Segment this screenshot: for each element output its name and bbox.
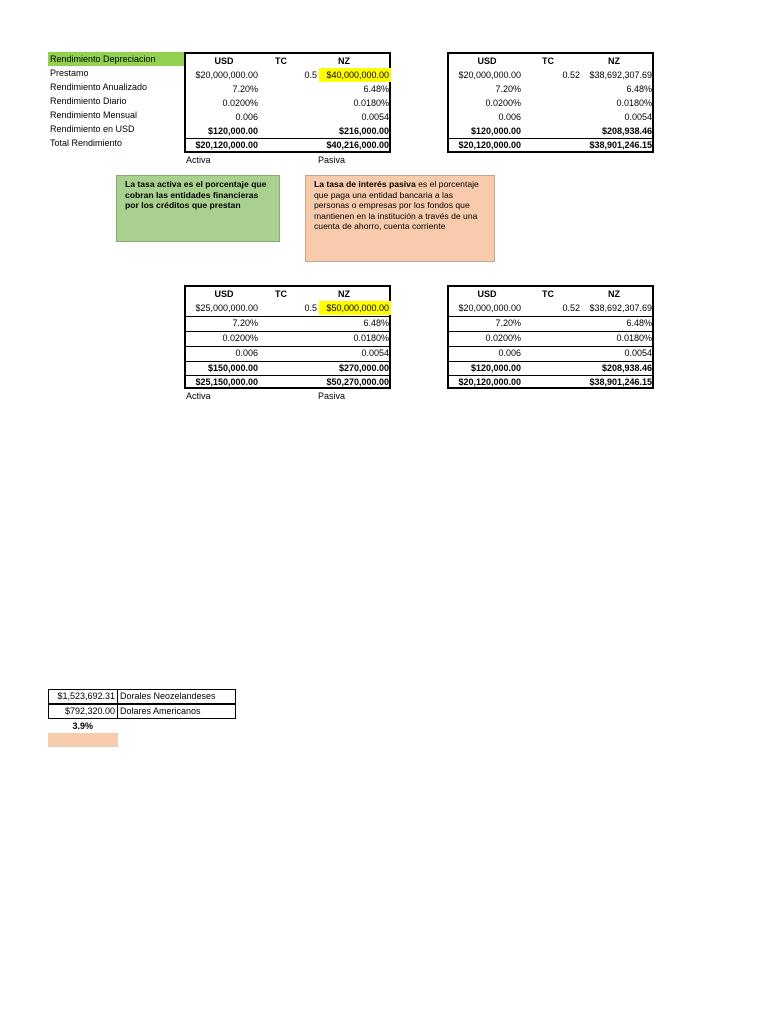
note-tasa-pasiva-heading: La tasa de interés pasiva [314, 179, 416, 189]
header-usd[interactable]: USD [214, 289, 234, 299]
cell-usd[interactable]: 0.0200% [485, 333, 521, 343]
table-row [449, 316, 652, 330]
summary-usd-label[interactable]: Dolares Americanos [117, 704, 236, 719]
table-header-row [186, 54, 389, 68]
cell-nz[interactable]: 0.0054 [624, 112, 652, 122]
table-pasiva-top [447, 52, 654, 153]
cell-usd[interactable]: 0.0200% [222, 333, 258, 343]
header-tc[interactable]: TC [275, 56, 287, 66]
header-usd[interactable]: USD [214, 56, 234, 66]
table-row [186, 124, 389, 138]
cell-usd[interactable]: $20,120,000.00 [195, 140, 258, 150]
table-row-total [186, 138, 389, 152]
cell-usd[interactable]: $25,150,000.00 [195, 377, 258, 387]
cell-tc[interactable]: 0.52 [562, 303, 580, 313]
table-row [186, 82, 389, 96]
row-label-rendimiento-usd[interactable]: Rendimiento en USD [50, 124, 135, 134]
cell-nz[interactable]: 0.0054 [361, 348, 389, 358]
table-row-total [186, 375, 389, 389]
table-header-row [449, 287, 652, 301]
table-row [449, 361, 652, 375]
row-label-prestamo[interactable]: Prestamo [50, 68, 89, 78]
table-header-row [449, 54, 652, 68]
summary-nz-label[interactable]: Dorales Neozelandeses [117, 689, 236, 704]
cell-usd[interactable]: 0.006 [498, 112, 521, 122]
cell-nz[interactable]: 6.48% [626, 318, 652, 328]
summary-percent[interactable]: 3.9% [72, 721, 93, 731]
cell-nz[interactable]: 0.0180% [353, 333, 389, 343]
cell-usd[interactable]: 0.0200% [485, 98, 521, 108]
cell-usd[interactable]: $20,000,000.00 [458, 303, 521, 313]
header-nz[interactable]: NZ [608, 56, 620, 66]
table-pasiva-bottom [447, 285, 654, 389]
header-usd[interactable]: USD [477, 289, 497, 299]
cell-usd[interactable]: 7.20% [495, 318, 521, 328]
cell-nz-highlighted[interactable]: $40,000,000.00 [319, 68, 391, 82]
caption-activa: Activa [186, 155, 211, 165]
row-label-total-rendimiento[interactable]: Total Rendimiento [50, 138, 123, 148]
summary-nz-value[interactable]: $1,523,692.31 [48, 689, 118, 704]
cell-nz[interactable]: 6.48% [363, 318, 389, 328]
table-row [186, 316, 389, 330]
header-rendimiento-depreciacion[interactable]: Rendimiento Depreciacion [48, 52, 184, 66]
table-row [186, 96, 389, 110]
cell-usd[interactable]: $120,000.00 [207, 126, 258, 136]
table-row [449, 82, 652, 96]
cell-nz[interactable]: $50,270,000.00 [326, 377, 389, 387]
cell-usd[interactable]: 0.006 [235, 112, 258, 122]
note-tasa-activa-text: La tasa activa es el porcentaje que cobran las entidades financieras por los créditos que prestan [125, 179, 267, 210]
row-label-rendimiento-diario[interactable]: Rendimiento Diario [50, 96, 127, 106]
cell-usd[interactable]: 7.20% [232, 84, 258, 94]
highlighted-cell[interactable] [48, 733, 118, 747]
cell-usd[interactable]: $25,000,000.00 [195, 303, 258, 313]
cell-nz[interactable]: $38,692,307.69 [589, 70, 652, 80]
table-row [449, 96, 652, 110]
cell-nz[interactable]: $270,000.00 [338, 363, 389, 373]
caption-pasiva: Pasiva [318, 391, 346, 401]
cell-nz[interactable]: 0.0180% [353, 98, 389, 108]
cell-nz-highlighted[interactable]: $50,000,000.00 [319, 301, 391, 315]
note-tasa-pasiva-text: es el porcentaje que paga una entidad bancaria a las personas o empresas por los fondos que mantienen en la institución a través de una cuenta de ahorro, cuenta corriente [314, 179, 479, 231]
table-row-total [449, 375, 652, 389]
table-row [449, 331, 652, 345]
header-nz[interactable]: NZ [338, 289, 350, 299]
table-row [186, 361, 389, 375]
cell-nz[interactable]: $38,901,246.15 [589, 140, 652, 150]
row-label-rendimiento-anualizado[interactable]: Rendimiento Anualizado [50, 82, 148, 92]
cell-tc[interactable]: 0.52 [562, 70, 580, 80]
cell-usd[interactable]: 7.20% [495, 84, 521, 94]
cell-tc[interactable]: 0.5 [304, 70, 317, 80]
header-tc[interactable]: TC [542, 289, 554, 299]
cell-usd[interactable]: $20,000,000.00 [458, 70, 521, 80]
cell-nz[interactable]: $38,901,246.15 [589, 377, 652, 387]
table-activa-top [184, 52, 391, 153]
header-tc[interactable]: TC [275, 289, 287, 299]
cell-nz[interactable]: $216,000.00 [338, 126, 389, 136]
table-header-row [186, 287, 389, 301]
cell-usd[interactable]: 0.006 [235, 348, 258, 358]
table-row [186, 110, 389, 124]
cell-usd[interactable]: $20,000,000.00 [195, 70, 258, 80]
row-label-rendimiento-mensual[interactable]: Rendimiento Mensual [50, 110, 138, 120]
note-tasa-pasiva [305, 175, 495, 262]
cell-usd[interactable]: $120,000.00 [470, 126, 521, 136]
table-row [449, 68, 652, 82]
cell-usd[interactable]: $150,000.00 [207, 363, 258, 373]
table-row-total [449, 138, 652, 152]
cell-usd[interactable]: 7.20% [232, 318, 258, 328]
cell-usd[interactable]: 0.006 [498, 348, 521, 358]
header-tc[interactable]: TC [542, 56, 554, 66]
table-activa-bottom [184, 285, 391, 389]
header-nz[interactable]: NZ [608, 289, 620, 299]
cell-nz[interactable]: $208,938.46 [601, 363, 652, 373]
table-row [449, 124, 652, 138]
table-row [186, 346, 389, 360]
cell-nz[interactable]: 0.0180% [616, 98, 652, 108]
cell-nz[interactable]: $40,216,000.00 [326, 140, 389, 150]
table-row [449, 346, 652, 360]
cell-nz[interactable]: $38,692,307.69 [589, 303, 652, 313]
table-row [186, 301, 389, 315]
table-row [449, 301, 652, 315]
cell-usd[interactable]: $20,120,000.00 [458, 140, 521, 150]
cell-usd[interactable]: $20,120,000.00 [458, 377, 521, 387]
summary-usd-value[interactable]: $792,320.00 [48, 704, 118, 719]
table-row [186, 331, 389, 345]
cell-usd[interactable]: $120,000.00 [470, 363, 521, 373]
header-nz[interactable]: NZ [338, 56, 350, 66]
caption-pasiva: Pasiva [318, 155, 346, 165]
cell-nz[interactable]: 0.0180% [616, 333, 652, 343]
cell-nz[interactable]: 6.48% [626, 84, 652, 94]
cell-nz[interactable]: $208,938.46 [601, 126, 652, 136]
cell-tc[interactable]: 0.5 [304, 303, 317, 313]
table-row [449, 110, 652, 124]
cell-nz[interactable]: 6.48% [363, 84, 389, 94]
caption-activa: Activa [186, 391, 211, 401]
cell-nz[interactable]: 0.0054 [624, 348, 652, 358]
note-tasa-activa [116, 175, 280, 242]
cell-nz[interactable]: 0.0054 [361, 112, 389, 122]
cell-usd[interactable]: 0.0200% [222, 98, 258, 108]
header-usd[interactable]: USD [477, 56, 497, 66]
table-row [186, 68, 389, 82]
